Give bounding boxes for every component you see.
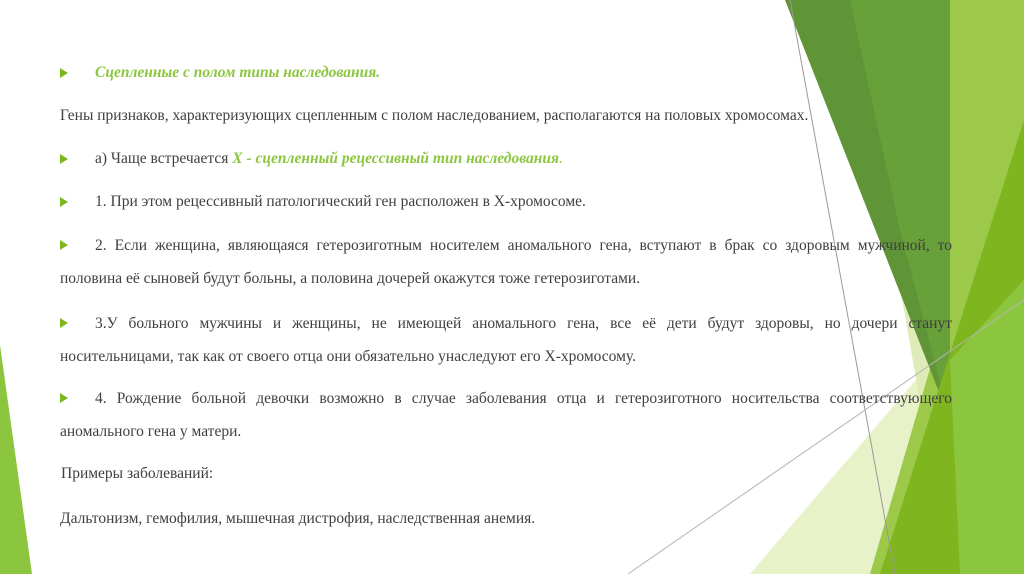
item-4: 4. Рождение больной девочки возможно в случае заболевания отца и гетерозиготного носительства соответствующего аномального гена у матери.: [60, 390, 952, 440]
intro-text: Гены признаков, характеризующих сцепленным с полом наследованием, располагаются на половых хромосомах.: [60, 107, 809, 124]
bullet-a: [60, 154, 68, 164]
item-a: [95, 149, 563, 169]
item-3: 3.У больного мужчины и женщины, не имеющей аномального гена, все её дети будут здоровы, но дочери станут носительницами, так как от своего отца они обязательно унаследуют его Х-хромосому.: [60, 315, 952, 365]
item-a-highlight-bold: Х -: [232, 150, 256, 167]
item-2: 2. Если женщина, являющаяся гетерозиготным носителем аномального гена, вступают в брак со здоровым мужчиной, то половина её сыновей будут больны, а половина дочерей окажутся тоже гетерозиготами.: [60, 237, 952, 287]
item-a-suffix: .: [559, 150, 563, 167]
examples-list: Дальтонизм, гемофилия, мышечная дистрофия, наследственная анемия.: [60, 510, 536, 527]
bullet-heading: [60, 68, 68, 78]
examples-label: Примеры заболеваний:: [61, 465, 214, 482]
item-1: 1. При этом рецессивный патологический ген расположен в Х-хромосоме.: [95, 193, 586, 210]
item-a-prefix: а) Чаще встречается: [95, 150, 233, 167]
item-a-highlight: сцепленный рецессивный тип наследования: [255, 150, 559, 167]
bullet-1: [60, 197, 68, 207]
slide-heading: Сцепленные с полом типы наследования.: [95, 64, 381, 81]
